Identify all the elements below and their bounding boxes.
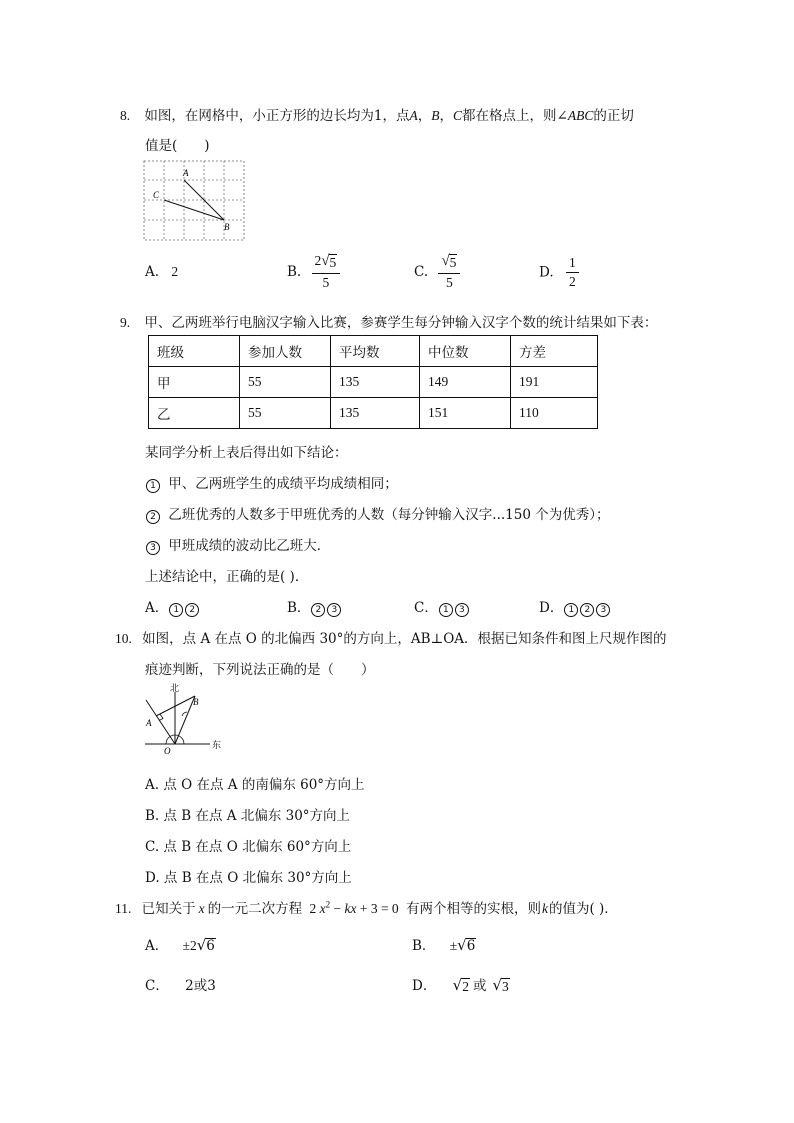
q9-conclusion-2: [145, 503, 609, 524]
q10-direction-figure: [140, 682, 230, 756]
table-cell: 151: [420, 398, 511, 429]
q8-point-c: C: [453, 108, 463, 123]
q11-text-1: 已知关于: [141, 901, 196, 917]
sqrt: √ 6: [457, 936, 476, 954]
q8-option-d: [539, 256, 579, 289]
compass-arc-2: [182, 712, 187, 716]
var-k: k: [541, 901, 548, 916]
eq-rest: + 3 = 0: [356, 901, 399, 916]
fraction: [566, 256, 579, 289]
q11-number: 11.: [115, 901, 132, 916]
option-label: D．: [412, 978, 437, 994]
q8-text-3: 的正切: [593, 108, 634, 124]
q9-option-b: [287, 596, 342, 617]
circled-number: 1: [564, 603, 578, 617]
table-header: 参加人数: [240, 336, 331, 367]
denominator: 5: [322, 274, 330, 290]
q10-stem-line1: [115, 627, 667, 647]
option-label: C．: [145, 978, 169, 994]
q8-sep-1: ，: [417, 108, 432, 124]
numerator: [438, 254, 460, 274]
table-header: 方差: [511, 336, 598, 367]
table-cell: 55: [240, 367, 331, 398]
q10-number: 10.: [115, 631, 132, 646]
q8-number: 8.: [120, 108, 131, 123]
table-header: 中位数: [420, 336, 511, 367]
option-label: A．: [145, 938, 169, 954]
fraction: [438, 254, 460, 290]
radicand: 6: [206, 938, 215, 954]
table-header: 班级: [149, 336, 240, 367]
fig-label-b: B: [224, 222, 230, 232]
q10-text-1: 如图，点 A 在点 O 的北偏西 30°的方向上，AB⊥OA．根据已知条件和图上尺规作图的: [142, 631, 667, 647]
table-cell: 135: [331, 367, 420, 398]
circled-number: 3: [596, 603, 610, 617]
fraction: [312, 254, 341, 290]
table-cell: 55: [240, 398, 331, 429]
q9-intro: 某同学分析上表后得出如下结论：: [145, 445, 348, 461]
table-cell: 乙: [149, 398, 240, 429]
eq-x: x: [319, 901, 326, 916]
q8-option-a: [145, 264, 178, 280]
option-label: A.: [145, 264, 160, 280]
eq-exponent: 2: [325, 899, 331, 910]
q9-question: 上述结论中，正确的是( )．: [145, 569, 309, 585]
option-value: 2: [171, 264, 179, 279]
q8-point-a: A: [409, 108, 418, 123]
option-or: 或: [472, 978, 487, 994]
numerator: [312, 254, 341, 274]
numerator: 1: [566, 256, 579, 273]
option-label: D．: [539, 600, 564, 616]
circled-number: 1: [146, 479, 160, 493]
equation: [309, 901, 398, 916]
table-cell: 甲: [149, 367, 240, 398]
eq-coef: 2: [309, 901, 317, 916]
q11-stem: [115, 897, 618, 917]
q9-option-a: [145, 596, 200, 617]
fig-label-a: A: [146, 718, 152, 728]
option-label: A．: [145, 600, 169, 616]
q11-option-c: [145, 974, 216, 994]
table-row: [149, 367, 598, 398]
fig-label-a: A: [183, 168, 189, 178]
q8-grid-figure: [143, 160, 247, 242]
radicand: 5: [449, 255, 457, 270]
segment-cb: [164, 200, 224, 220]
table-row: [149, 398, 598, 429]
q8-text-1: 如图，在网格中，小正方形的边长均为1，点: [144, 108, 410, 124]
q8-text-2: 都在格点上，则∠: [462, 108, 568, 124]
q8-sep-2: ，: [439, 108, 454, 124]
table-cell: 149: [420, 367, 511, 398]
ray-ob: [175, 696, 195, 744]
q11-text-3: 有两个相等的实根，则: [405, 901, 541, 917]
q8-stem-line2: 值是( ): [145, 138, 210, 154]
circled-number: 2: [146, 510, 160, 524]
q11-option-a: [145, 934, 216, 955]
q11-option-b: [412, 934, 476, 955]
q9-number: 9.: [120, 315, 131, 330]
q8-angle: ABC: [567, 108, 594, 123]
q9-stats-table: [148, 335, 598, 429]
q9-stem-text: 甲、乙两班举行电脑汉字输入比赛，参赛学生每分钟输入汉字个数的统计结果如下表：: [144, 315, 658, 331]
option-label: C.: [414, 263, 429, 280]
fig-label-b: B: [193, 697, 199, 707]
fig-label-east: 东: [212, 740, 222, 750]
q10-option-d: D. 点 B 在点 O 北偏东 30°方向上: [145, 870, 352, 886]
right-angle-mark: [159, 714, 163, 721]
circled-number: 3: [455, 603, 469, 617]
option-label: B．: [287, 600, 311, 616]
sqrt: √ 5: [321, 253, 337, 270]
q9-option-c: [414, 596, 470, 617]
q8-option-c: [414, 254, 460, 290]
option-prefix: ±2: [182, 938, 197, 953]
sqrt: √ 3: [492, 976, 509, 994]
option-label: D.: [539, 264, 554, 281]
q10-option-c: C. 点 B 在点 O 北偏东 60°方向上: [145, 839, 352, 855]
q8-point-b: B: [431, 108, 440, 123]
q11-text-2: 的一元二次方程: [207, 901, 303, 917]
q9-option-d: [539, 596, 611, 617]
q9-conclusion-1: [145, 472, 398, 493]
radicand: 2: [462, 979, 469, 994]
coef: 2: [314, 253, 322, 268]
eq-minus: −: [330, 901, 345, 916]
option-label: C．: [414, 600, 438, 616]
radicand: 3: [502, 979, 509, 994]
circled-number: 3: [146, 541, 160, 555]
fig-label-north: 北: [170, 683, 180, 693]
q9-conclusion-3: [145, 534, 330, 555]
table-cell: 135: [331, 398, 420, 429]
q8-stem-line1: [120, 104, 634, 124]
var-x: x: [198, 901, 205, 916]
conclusion-text: 乙班优秀的人数多于甲班优秀的人数（每分钟输入汉字...150 个为优秀）；: [168, 507, 610, 523]
radicand: 5: [329, 255, 337, 270]
q8-option-b: [287, 254, 340, 290]
sqrt: √ 5: [441, 253, 457, 270]
option-prefix: ±: [449, 938, 458, 953]
fig-label-c: C: [153, 190, 160, 200]
option-value: 2或3: [185, 978, 216, 994]
circled-number: 1: [439, 603, 453, 617]
table-header: 平均数: [331, 336, 420, 367]
circled-number: 1: [169, 603, 183, 617]
circled-number: 2: [580, 603, 594, 617]
q11-text-4: 的值为( )．: [548, 901, 618, 917]
fig-label-o: O: [164, 746, 171, 756]
circled-number: 2: [311, 603, 325, 617]
circled-number: 3: [327, 603, 341, 617]
option-label: B．: [412, 938, 436, 954]
q10-option-a: A. 点 O 在点 A 的南偏东 60°方向上: [145, 777, 365, 793]
radicand: 6: [466, 938, 476, 954]
eq-kx: kx: [344, 901, 357, 916]
table-header-row: [149, 336, 598, 367]
option-label: B.: [287, 263, 302, 280]
conclusion-text: 甲、乙两班学生的成绩平均成绩相同；: [168, 476, 398, 492]
q11-option-d: [412, 974, 510, 995]
conclusion-text: 甲班成绩的波动比乙班大．: [168, 538, 331, 554]
q10-stem-line2: 痕迹判断，下列说法正确的是（ ）: [145, 662, 375, 678]
sqrt: √ 2: [452, 976, 469, 994]
q10-option-b: B. 点 B 在点 A 北偏东 30°方向上: [145, 808, 351, 824]
table-cell: 191: [511, 367, 598, 398]
denominator: 2: [568, 274, 576, 290]
sqrt: √ 6: [196, 936, 215, 954]
circled-number: 2: [185, 603, 199, 617]
denominator: 5: [446, 274, 453, 290]
table-cell: 110: [511, 398, 598, 429]
q9-stem: [120, 311, 657, 331]
